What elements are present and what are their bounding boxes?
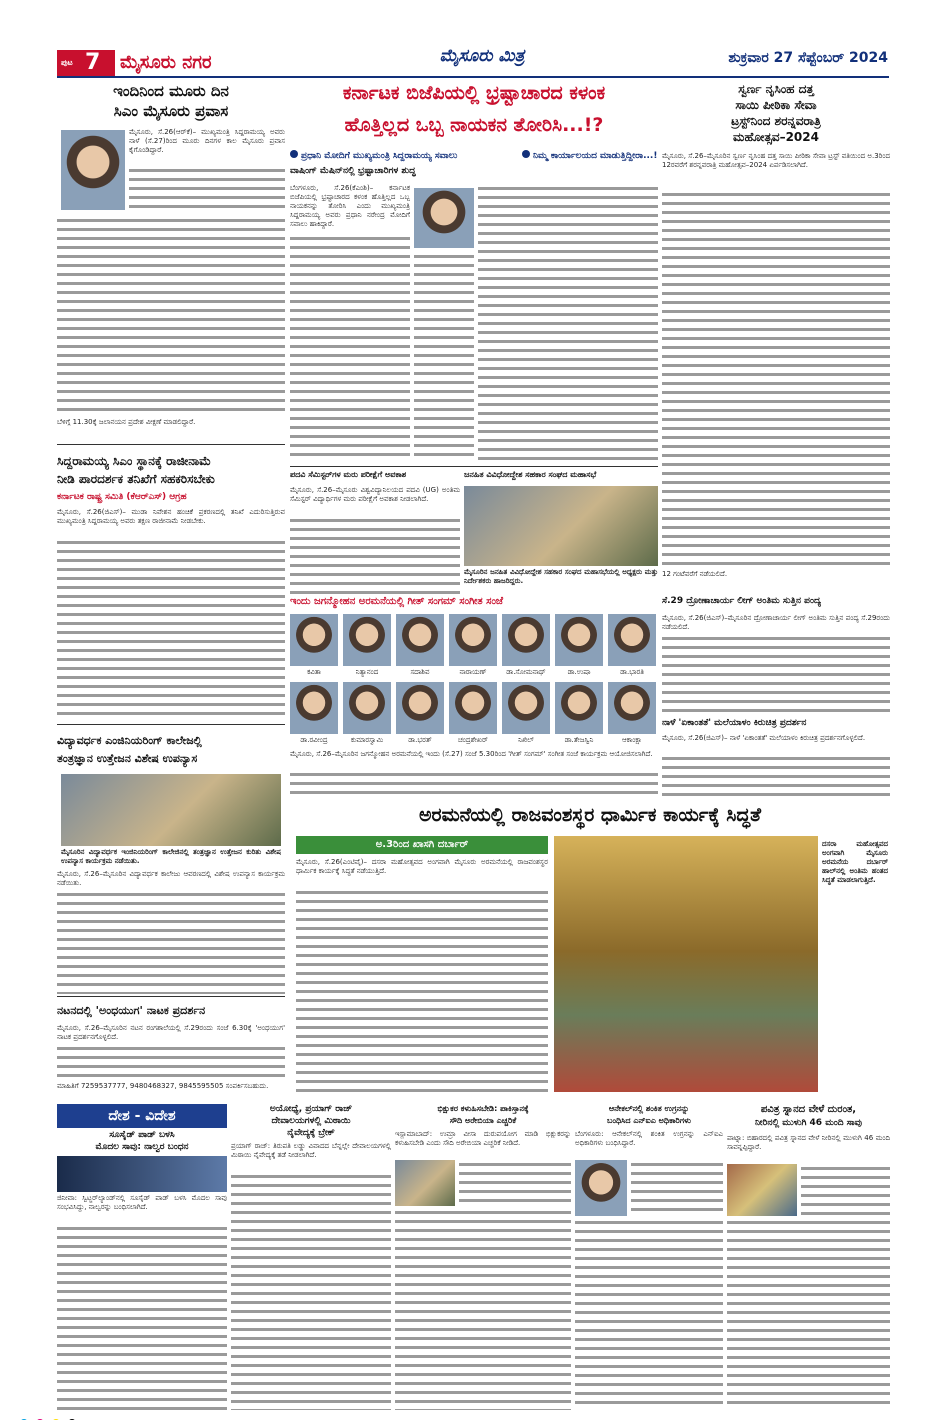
performer-photo (555, 614, 603, 666)
performer-name: ಕುಮಾರಸ್ವಾಮಿ (350, 736, 384, 744)
s3-body-2 (395, 1208, 571, 1410)
lead-story (290, 80, 658, 470)
registration-dot (36, 1419, 44, 1420)
performer-name: ಡಾ.ಉಷಾ (567, 668, 591, 676)
dronacharya-title: ಸೆ.29 ದ್ರೋಣಾಚಾರ್ಯ ಲೀಗ್ ಅಂತಿಮ ಸುತ್ತಿನ ಪಂದ್ಯ (662, 596, 821, 606)
s3-title-2: ಸೌದಿ ಅರೇಬಿಯಾ ಎಚ್ಚರಿಕೆ (449, 1116, 517, 1125)
s3-title-1: ಭಿಕ್ಷುಕರ ಕಳುಹಿಸಬೇಡಿ: ಪಾಕಿಸ್ತಾನಕ್ಕೆ (437, 1104, 529, 1113)
deck-text: ನಿಮ್ಮ ಕಾರ್ಯಾಲಯದ ಮಾಡುತ್ತಿದ್ದೀರಾ...! (533, 151, 658, 161)
krs-body (57, 538, 285, 720)
sangeet-row-2 (290, 682, 658, 746)
performer-photo (449, 614, 497, 666)
bullet-icon (522, 150, 530, 158)
s4-body-2 (575, 1218, 723, 1410)
s5-title-1: ಪವಿತ್ರ ಸ್ನಾನದ ವೇಳೆ ದುರಂತ, (760, 1104, 857, 1115)
cm-visit-title-1: ಇಂದಿನಿಂದ ಮೂರು ದಿನ (113, 82, 229, 100)
mithai-story (231, 1104, 391, 1410)
s1-title-2: ಮೊದಲ ಸಾವು: ನಾಲ್ವರ ಬಂಧನ (95, 1142, 189, 1152)
saudi-photo (395, 1160, 455, 1206)
holy-bath-story (727, 1104, 890, 1410)
s1-body (57, 1224, 227, 1410)
semester-body (290, 516, 460, 594)
nataka-title: ನಟನದಲ್ಲಿ 'ಅಂಧಯುಗ' ನಾಟಕ ಪ್ರದರ್ಶನ (57, 1004, 206, 1017)
lead-deck-left-2: ವಾಷಿಂಗ್ ಮೆಷಿನ್‌ನಲ್ಲಿ ಭ್ರಷ್ಟಾಚಾರಿಗಳ ಶುದ್ಧ (290, 166, 416, 176)
registration-dot (52, 1419, 60, 1420)
s4-lead: ಬೆಂಗಳೂರು: ಆನೇಕಲ್‌ನಲ್ಲಿ ಶಂಕಿತ ಉಗ್ರನನ್ನು ಎನ್‌ಐಎ ಅಧಿಕಾರಿಗಳು ಬಂಧಿಸಿದ್ದಾರೆ. (575, 1130, 723, 1147)
registration-marks (20, 1412, 925, 1420)
lead-body-col1 (290, 234, 410, 462)
s3-body (459, 1160, 571, 1206)
cm-visit-story (57, 80, 285, 448)
s4-title-1: ಆನೇಕಲ್‌ನಲ್ಲಿ ಶಂಕಿತ ಉಗ್ರನನ್ನು (608, 1104, 690, 1113)
palace-headline: ಅರಮನೆಯಲ್ಲಿ ರಾಜವಂಶಸ್ಥರ ಧಾರ್ಮಿಕ ಕಾರ್ಯಕ್ಕೆ ಸಿದ್ಧತೆ (419, 804, 761, 826)
desha-videsha (57, 1104, 890, 1410)
lead-body-col2 (478, 184, 658, 462)
vvce-lead: ಮೈಸೂರು, ಸೆ.26–ಮೈಸೂರಿನ ವಿದ್ಯಾವರ್ಧಕ ಕಾಲೇಜು ಆವರಣದಲ್ಲಿ ವಿಶೇಷ ಉಪನ್ಯಾಸ ಕಾರ್ಯಕ್ರಮ ನಡೆಯಿತು. (57, 870, 285, 887)
vvce-caption: ಮೈಸೂರಿನ ವಿದ್ಯಾವರ್ಧಕ ಇಂಜಿನಿಯರಿಂಗ್ ಕಾಲೇಜಿನಲ್ಲಿ ತಂತ್ರಜ್ಞಾನ ಉತ್ತೇಜನ ಕುರಿತು ವಿಶೇಷ ಉಪನ್ಯಾಸ ಕಾರ್ಯಕ್ರಮ ನಡೆಯಿತು. (61, 848, 281, 865)
malayalam-story (662, 718, 890, 802)
palace-caption: ದಸರಾ ಮಹೋತ್ಸವದ ಅಂಗವಾಗಿ ಮೈಸೂರು ಅರಮನೆಯ ದರ್ಬಾರ್ ಹಾಲ್‌ನಲ್ಲಿ ಅಂತಿಮ ಹಂತದ ಸಿದ್ಧತೆ ಮಾಡಲಾಗುತ್ತಿದೆ. (822, 840, 888, 884)
nia-story (575, 1104, 723, 1410)
lead-deck-right (522, 150, 658, 180)
krs-story (57, 450, 285, 728)
vvce-photo (61, 774, 281, 846)
janahita-title: ಜನಹಿತ ವಿವಿಧೋದ್ದೇಶ ಸಹಕಾರ ಸಂಘದ ಮಹಾಸಭೆ (464, 470, 597, 479)
performer-photo (343, 614, 391, 666)
performer-name: ಸದಾಶಿವ (410, 668, 430, 676)
performer-name: ಡಾ.ಭರತ್ (408, 736, 432, 744)
lead-headline-box (290, 80, 658, 146)
palace-story (290, 804, 890, 1100)
nataka-story (57, 1000, 285, 1100)
palace-lead: ಮೈಸೂರು, ಸೆ.26(ಎಂಟಿವೈ)– ದಸರಾ ಮಹೋತ್ಸವದ ಅಂಗವಾಗಿ ಮೈಸೂರು ಅರಮನೆಯಲ್ಲಿ ರಾಜವಂಶಸ್ಥರ ಧಾರ್ಮಿಕ ಕಾರ್ಯಕ್ಕೆ ಸಿದ್ಧತೆ ನಡೆಯುತ್ತಿದೆ. (296, 858, 548, 875)
masthead-rule (57, 76, 889, 78)
performer-name: ನಾರಾಯಣ್ (459, 668, 487, 676)
performer-photo (290, 614, 338, 666)
performer-name: ಡಾ.ರವೀಂದ್ರ (300, 736, 328, 744)
s5-body-2 (727, 1218, 890, 1410)
s1-title-1: ಸೂಸೈಡ್ ಪಾಡ್ ಬಳಸಿ (109, 1130, 175, 1140)
divider (57, 724, 285, 725)
left-column (57, 80, 285, 1100)
malayalam-body (662, 754, 890, 800)
semester-lead: ಮೈಸೂರು, ಸೆ.26–ಮೈಸೂರು ವಿಶ್ವವಿದ್ಯಾನಿಲಯದ ಪದವಿ (UG) ಅಂತಿಮ ಸೆಮಿಸ್ಟರ್ ವಿದ್ಯಾರ್ಥಿಗಳ ಮರು ಪರೀಕ್ಷೆಗೆ ಅವಕಾಶ ನೀಡಲಾಗಿದೆ. (290, 486, 460, 503)
s4-title-2: ಬಂಧಿಸಿದ ಎನ್‌ಐಎ ಅಧಿಕಾರಿಗಳು (607, 1116, 691, 1125)
s2-lead: ಪ್ರಯಾಗ್ ರಾಜ್: ತಿರುಪತಿ ಲಡ್ಡು ವಿವಾದದ ಬೆನ್ನಲ್ಲೇ ದೇವಾಲಯಗಳಲ್ಲಿ ಮಿಠಾಯಿ ನೈವೇದ್ಯಕ್ಕೆ ತಡೆ ನೀಡಲಾಗಿದೆ. (231, 1142, 391, 1159)
dronacharya-lead: ಮೈಸೂರು, ಸೆ.26(ಜಿಎಸ್)–ಮೈಸೂರಿನ ದ್ರೋಣಾಚಾರ್ಯ ಲೀಗ್ ಅಂತಿಮ ಸುತ್ತಿನ ಪಂದ್ಯ ಸೆ.29ರಂದು ನಡೆಯಲಿದೆ. (662, 614, 890, 631)
s2-title-2: ದೇವಾಲಯಗಳಲ್ಲಿ ಮಿಠಾಯಿ (271, 1116, 351, 1126)
performer-name: ಚಂದ್ರಶೇಖರ್ (458, 736, 488, 744)
performer-photo (449, 682, 497, 734)
janahita-caption: ಮೈಸೂರಿನ ಜನಹಿತ ವಿವಿಧೋದ್ದೇಶ ಸಹಕಾರ ಸಂಘದ ಮಹಾಸಭೆಯಲ್ಲಿ ಅಧ್ಯಕ್ಷರು ಮತ್ತು ನಿರ್ದೇಶಕರು ಹಾಜರಿದ್ದರು. (464, 568, 658, 585)
s2-body (231, 1172, 391, 1410)
semester-title: ಪದವಿ ಸೆಮಿಸ್ಟರ್‌ಗಳ ಮರು ಪರೀಕ್ಷೆಗೆ ಅವಕಾಶ (290, 470, 407, 479)
janahita-photo (464, 486, 658, 566)
dronacharya-body (662, 634, 890, 714)
masthead (0, 0, 945, 78)
sangeet-body (290, 770, 658, 800)
palace-body (296, 888, 548, 1094)
performer-photo (290, 682, 338, 734)
s4-body (631, 1160, 723, 1216)
lead-body-lead: ಬೆಂಗಳೂರು, ಸೆ.26(ಕೆಎಂಶಿ)– ಕರ್ನಾಟಕ ಬಿಜೆಪಿಯಲ್ಲಿ ಭ್ರಷ್ಟಾಚಾರದ ಕಳಂಕ ಹೊತ್ತಿಲ್ಲದ ಒಬ್ಬ ನಾಯಕನನ್ನು ತೋರಿಸಿ ಎಂದು ಮುಖ್ಯಮಂತ್ರಿ ಸಿದ್ದರಾಮಯ್ಯ ಅವರು ಪ್ರಧಾನಿ ನರೇಂದ್ರ ಮೋದಿಗೆ ಸವಾಲು ಹಾಕಿದ್ದಾರೆ. (290, 184, 410, 228)
performer-photo (608, 614, 656, 666)
cm-visit-tail: ಬೆಳಿಗ್ಗೆ 11.30ಕ್ಕೆ ಜಲಾನಯನ ಪ್ರದೇಶ ವೀಕ್ಷಣೆ ಮಾಡಲಿದ್ದಾರೆ. (57, 418, 196, 426)
cm-portrait (61, 130, 125, 210)
performer-name: ಡಾ.ಭಾರತಿ (620, 668, 644, 676)
krs-subtitle: ಕರ್ನಾಟಕ ರಾಷ್ಟ್ರ ಸಮಿತಿ (ಕೆಆರ್‌ಎಸ್) ಆಗ್ರಹ (57, 492, 187, 502)
s2-title-1: ಅಯೋಧ್ಯೆ, ಪ್ರಯಾಗ್ ರಾಜ್ (269, 1104, 353, 1114)
right-title-1: ಸ್ವರ್ಣ ನೃಸಿಂಹ ದತ್ತ (738, 82, 814, 96)
s2-title-3: ನೈವೇದ್ಯಕ್ಕೆ ಬ್ರೇಕ್ (287, 1128, 335, 1138)
krs-title-1: ಸಿದ್ದರಾಮಯ್ಯ ಸಿಎಂ ಸ್ಥಾನಕ್ಕೆ ರಾಜೀನಾಮೆ (57, 454, 212, 468)
performer-photo (502, 682, 550, 734)
registration-dot (20, 1419, 28, 1420)
lead-headline-1: ಕರ್ನಾಟಕ ಬಿಜೆಪಿಯಲ್ಲಿ ಭ್ರಷ್ಟಾಚಾರದ ಕಳಂಕ (342, 82, 606, 104)
cm-visit-lead: ಮೈಸೂರು, ಸೆ.26(ಆರ್‌ಕೆ)– ಮುಖ್ಯಮಂತ್ರಿ ಸಿದ್ದರಾಮಯ್ಯ ಅವರು ನಾಳೆ (ಸೆ.27)ರಿಂದ ಮೂರು ದಿನಗಳ ಕಾಲ ಮೈಸೂರು ಪ್ರವಾಸ ಕೈಗೊಂಡಿದ್ದಾರೆ. (129, 128, 285, 154)
page-number-box (57, 50, 115, 76)
right-title-2: ಸಾಯಿ ಪೀಠಿಕಾ ಸೇವಾ (735, 98, 817, 112)
issue-date: ಶುಕ್ರವಾರ 27 ಸೆಪ್ಟೆಂಬರ್ 2024 (728, 50, 888, 66)
divider (57, 444, 285, 445)
divider (290, 466, 658, 467)
vvce-title-1: ವಿದ್ಯಾವರ್ಧಕ ಎಂಜಿನಿಯರಿಂಗ್ ಕಾಲೇಜಲ್ಲಿ (57, 734, 202, 747)
performer-name: ಡಾ.ತೇಜಸ್ವಿನಿ (564, 736, 594, 744)
section-label: ದೇಶ - ವಿದೇಶ (57, 1104, 227, 1128)
sangeet-lead: ಮೈಸೂರು, ಸೆ.26–ಮೈಸೂರಿನ ಜಗನ್ಮೋಹನ ಅರಮನೆಯಲ್ಲಿ ಇಂದು (ಸೆ.27) ಸಂಜೆ 5.30ರಿಂದ 'ಗೀತ್ ಸಂಗಮ್' ಸಂಗೀತ ಸಂಜೆ ಕಾರ್ಯಕ್ರಮ ಆಯೋಜಿಸಲಾಗಿದೆ. (290, 750, 653, 758)
nataka-lead: ಮೈಸೂರು, ಸೆ.26–ಮೈಸೂರಿನ ನಟನ ರಂಗಶಾಲೆಯಲ್ಲಿ ಸೆ.29ರಂದು ಸಂಜೆ 6.30ಕ್ಕೆ 'ಅಂಧಯುಗ' ನಾಟಕ ಪ್ರದರ್ಶನಗೊಳ್ಳಲಿದೆ. (57, 1024, 285, 1041)
section-name: ಮೈಸೂರು ನಗರ (120, 52, 212, 73)
s3-lead: ಇಸ್ಲಾಮಾಬಾದ್: ಉಮ್ರಾ ವೀಸಾ ದುರುಪಯೋಗ ಮಾಡಿ ಭಿಕ್ಷುಕರನ್ನು ಕಳುಹಿಸಬೇಡಿ ಎಂದು ಸೌದಿ ಅರೇಬಿಯಾ ಎಚ್ಚರಿಕೆ ನೀಡಿದೆ. (395, 1130, 571, 1147)
divider (57, 996, 285, 997)
sangeet-story (290, 596, 658, 802)
right-tail: 12 ಗಂಟೆವರೆಗೆ ನಡೆಯಲಿದೆ. (662, 570, 728, 578)
nataka-contact: ಮಾಹಿತಿಗೆ 7259537777, 9480468327, 9845595505 ಸಂಪರ್ಕಿಸಬಹುದು. (57, 1082, 269, 1090)
cm-visit-title-2: ಸಿಎಂ ಮೈಸೂರು ಪ್ರವಾಸ (113, 102, 229, 120)
performer-name: ಆಕಾಂಕ್ಷಾ (621, 736, 643, 744)
vidyavardhaka-story (57, 730, 285, 998)
dronacharya-story (662, 596, 890, 716)
bullet-icon (290, 150, 298, 158)
right-column (662, 80, 890, 590)
right-lead: ಮೈಸೂರು, ಸೆ.26–ಮೈಸೂರಿನ ಸ್ವರ್ಣ ನೃಸಿಂಹ ದತ್ತ ಸಾಯಿ ಪೀಠಿಕಾ ಸೇವಾ ಟ್ರಸ್ಟ್ ವತಿಯಿಂದ ಅ.3ರಿಂದ 12ರವರೆಗೆ ಶರನ್ನವರಾತ್ರಿ ಮಹೋತ್ಸವ–2024 ಏರ್ಪಡಿಸಲಾಗಿದೆ. (662, 152, 890, 169)
siddaramaiah-photo (414, 188, 474, 248)
sangeet-title: ಇಂದು ಜಗನ್ಮೋಹನ ಅರಮನೆಯಲ್ಲಿ ಗೀತ್ ಸಂಗಮ್ ಸಂಗೀತ ಸಂಜೆ (290, 596, 503, 607)
malayalam-lead: ಮೈಸೂರು, ಸೆ.26(ಜಿಎಸ್)– ನಾಳೆ 'ಏಕಾಂತತೆ' ಮಲೆಯಾಳಂ ಕಿರುಚಿತ್ರ ಪ್ರದರ್ಶನಗೊಳ್ಳಲಿದೆ. (662, 734, 866, 742)
performer-name: ಕವಿತಾ (307, 668, 321, 676)
s5-title-2: ನೀರಿನಲ್ಲಿ ಮುಳುಗಿ 46 ಮಂದಿ ಸಾವು (755, 1118, 862, 1128)
s5-lead: ಪಾಟ್ನಾ: ಬಿಹಾರದಲ್ಲಿ ಪವಿತ್ರ ಸ್ನಾನದ ವೇಳೆ ನೀರಿನಲ್ಲಿ ಮುಳುಗಿ 46 ಮಂದಿ ಸಾವನ್ನಪ್ಪಿದ್ದಾರೆ. (727, 1134, 890, 1151)
semester-story (290, 470, 460, 596)
lead-headline-2: ಹೊತ್ತಿಲ್ಲದ ಒಬ್ಬ ನಾಯಕನ ತೋರಿಸಿ...!? (344, 114, 604, 136)
performer-name: ನಿಖಿಲ್ (518, 736, 534, 744)
right-body (662, 190, 890, 570)
palace-tag: ಅ.3ರಿಂದ ಖಾಸಗಿ ದರ್ಬಾರ್ (296, 836, 548, 854)
lead-body-col2b (414, 252, 474, 462)
performer-photo (343, 682, 391, 734)
s1-lead: ಜಿನೀವಾ: ಸ್ವಿಟ್ಜರ್‌ಲ್ಯಾಂಡ್‌ನಲ್ಲಿ ಸೂಸೈಡ್ ಪಾಡ್ ಬಳಸಿ ಮೊದಲ ಸಾವು ಸಂಭವಿಸಿದ್ದು, ನಾಲ್ವರನ್ನು ಬಂಧಿಸಲಾಗಿದೆ. (57, 1194, 227, 1211)
crowd-photo (727, 1164, 797, 1216)
right-title-3: ಟ್ರಸ್ಟ್‌ನಿಂದ ಶರನ್ನವರಾತ್ರಿ (731, 114, 821, 128)
cm-visit-body-2 (57, 216, 285, 416)
vvce-body (57, 890, 285, 994)
krs-lead: ಮೈಸೂರು, ಸೆ.26(ಜಿಎಸ್)– ಮುಡಾ ನಿವೇಶನ ಹಂಚಿಕೆ ಪ್ರಕರಣದಲ್ಲಿ ತನಿಖೆ ಎದುರಿಸುತ್ತಿರುವ ಮುಖ್ಯಮಂತ್ರಿ ಸಿದ್ದರಾಮಯ್ಯ ಅವರು ತಕ್ಷಣ ರಾಜೀನಾಮೆ ನೀಡಬೇಕು. (57, 508, 285, 525)
vvce-title-2: ತಂತ್ರಜ್ಞಾನ ಉತ್ತೇಜನ ವಿಶೇಷ ಉಪನ್ಯಾಸ (57, 752, 198, 765)
page-number: 7 (85, 50, 101, 75)
krs-title-2: ನೀಡಿ ಪಾರದರ್ಶಕ ತನಿಖೆಗೆ ಸಹಕರಿಸಬೇಕು (57, 472, 215, 486)
deck-text: ಪ್ರಧಾನಿ ಮೋದಿಗೆ ಮುಖ್ಯಮಂತ್ರಿ ಸಿದ್ದರಾಮಯ್ಯ ಸವಾಲು (301, 151, 458, 161)
s5-body (801, 1164, 890, 1216)
durbar-hall-photo (554, 836, 818, 1092)
nataka-body (57, 1044, 285, 1080)
performer-photo (502, 614, 550, 666)
suspect-photo (575, 1160, 627, 1216)
suicide-pod-story (57, 1130, 227, 1410)
malayalam-title: ನಾಳೆ 'ಏಕಾಂತತೆ' ಮಲೆಯಾಳಂ ಕಿರುಚಿತ್ರ ಪ್ರದರ್ಶನ (662, 718, 807, 728)
performer-photo (608, 682, 656, 734)
right-title-4: ಮಹೋತ್ಸವ–2024 (733, 130, 819, 144)
suicide-pod-photo (57, 1156, 227, 1192)
page-label: ಪುಟ (61, 58, 73, 67)
janahita-story (464, 470, 658, 596)
sangeet-row-1 (290, 614, 658, 678)
registration-dot (68, 1419, 76, 1420)
performer-photo (555, 682, 603, 734)
paper-name: ಮೈಸೂರು ಮಿತ್ರ (439, 46, 525, 66)
cm-visit-body (129, 166, 285, 214)
performer-photo (396, 682, 444, 734)
performer-name: ನಿತ್ಯಾನಂದ (355, 668, 379, 676)
saudi-story (395, 1104, 571, 1410)
lead-deck-left-1 (290, 150, 520, 164)
performer-name: ಡಾ.ಸೋಮನಾಥ್ (506, 668, 546, 676)
performer-photo (396, 614, 444, 666)
